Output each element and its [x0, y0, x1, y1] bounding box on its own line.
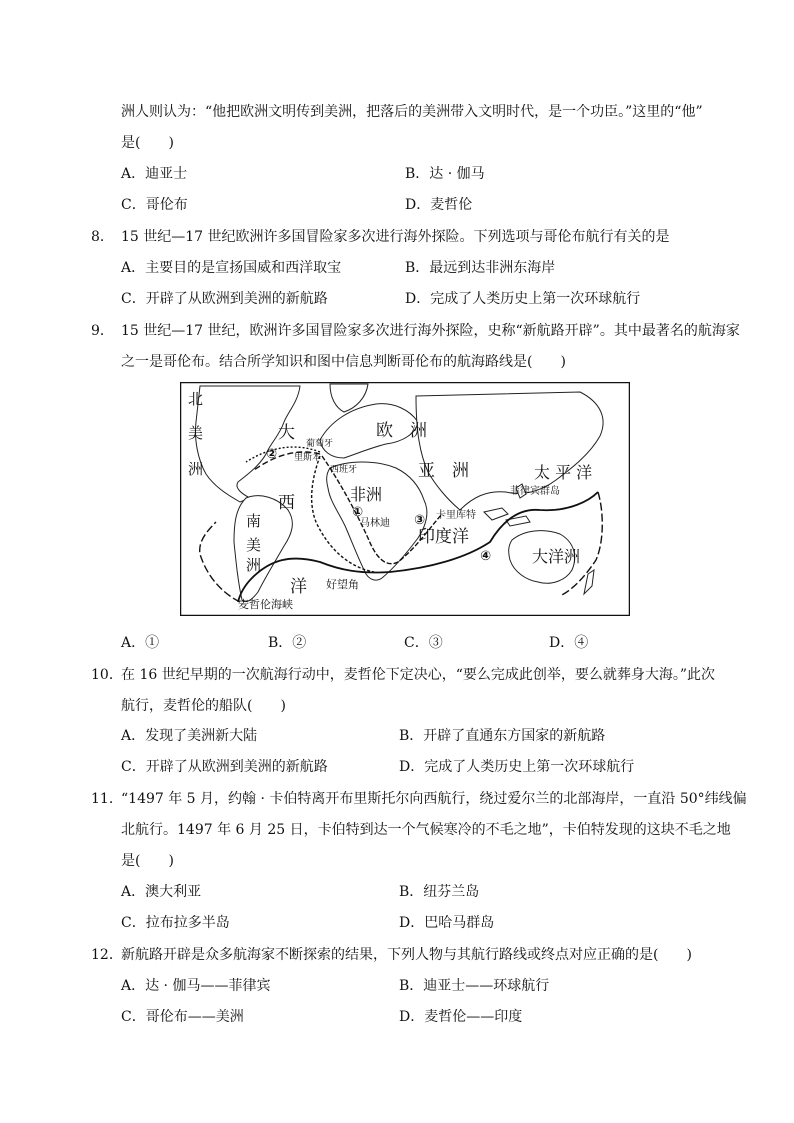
label-north-america-3: 洲 [188, 460, 204, 478]
label-philippines: 菲律宾群岛 [510, 486, 560, 497]
label-asia: 亚 洲 [418, 461, 469, 481]
q8-stem: 15 世纪—17 世纪欧洲许多国冒险家多次进行海外探险。下列选项与哥伦布航行有关的是 [121, 229, 670, 245]
label-magellan-strait: 麦哲伦海峡 [238, 598, 293, 611]
q7-option-a: A．迪亚士 [121, 166, 188, 182]
label-pacific: 太 平 洋 [534, 463, 593, 482]
label-malindi: 马林迪 [360, 518, 390, 529]
q7-option-b: B．达 · 伽马 [405, 166, 485, 182]
label-south-america-1: 南 [246, 512, 262, 530]
q8-option-d: D．完成了人类历史上第一次环球航行 [405, 291, 641, 307]
q9-option-b: B．② [268, 635, 307, 651]
label-atlantic-3: 洋 [290, 577, 307, 597]
q8-option-c: C．开辟了从欧洲到美洲的新航路 [121, 291, 328, 307]
label-atlantic-2: 西 [278, 493, 295, 513]
route-marker-4: ④ [480, 549, 492, 564]
q10-option-c: C．开辟了从欧洲到美洲的新航路 [121, 759, 328, 775]
label-cape-of-good-hope: 好望角 [326, 578, 359, 591]
q7-option-c: C．哥伦布 [121, 197, 188, 213]
q12-option-b: B．迪亚士——环球航行 [399, 978, 550, 994]
label-spain: 西班牙 [330, 465, 358, 475]
q7-stem-line2: 是( ) [121, 135, 174, 151]
q10-stem-line2: 航行，麦哲伦的船队( ) [121, 698, 286, 714]
label-south-america-2: 美 [246, 536, 262, 554]
q8-number: 8． [91, 229, 114, 245]
q11-stem-line3: 是( ) [121, 853, 174, 869]
label-europe: 欧 洲 [376, 421, 427, 441]
q9-stem-line1: 15 世纪—17 世纪，欧洲许多国冒险家多次进行海外探险，史称“新航路开辟”。其中最著名的航海家 [121, 323, 740, 339]
q11-stem-line1: “1497 年 5 月，约翰 · 卡伯特离开布里斯托尔向西航行，绕过爱尔兰的北部海岸，一直沿 50°纬线偏 [121, 791, 747, 807]
q9-option-c: C．③ [404, 635, 443, 651]
q10-option-a: A．发现了美洲新大陆 [121, 728, 258, 744]
q7-stem-line1: 洲人则认为：“他把欧洲文明传到美洲，把落后的美洲带入文明时代，是一个功臣。”这里的“他” [121, 104, 703, 120]
route-marker-3: ③ [414, 513, 426, 528]
q11-number: 11． [91, 791, 123, 807]
q8-option-a: A．主要目的是宣扬国威和西洋取宝 [121, 260, 342, 276]
q8-option-b: B．最远到达非洲东海岸 [405, 260, 556, 276]
q11-stem-line2: 北航行。1497 年 6 月 25 日，卡伯特到达一个气候寒冷的不毛之地”，卡伯特发现的这块不毛之地 [121, 822, 731, 838]
q9-option-a: A．① [121, 635, 160, 651]
q12-option-a: A．达 · 伽马——菲律宾 [121, 978, 271, 994]
q9-option-d: D．④ [549, 635, 589, 651]
q12-stem: 新航路开辟是众多航海家不断探索的结果，下列人物与其航行路线或终点对应正确的是( ) [121, 947, 692, 963]
label-indian-ocean: 印度洋 [418, 527, 469, 547]
q12-option-c: C．哥伦布——美洲 [121, 1009, 244, 1025]
route-marker-1: ① [352, 505, 364, 520]
q9-number: 9． [91, 323, 114, 339]
label-africa: 非洲 [350, 485, 383, 504]
route-marker-2: ② [266, 447, 278, 462]
label-lisbon: 里斯本 [294, 453, 322, 463]
q10-option-d: D．完成了人类历史上第一次环球航行 [399, 759, 635, 775]
label-portugal: 葡萄牙 [306, 439, 334, 449]
label-oceania: 大洋洲 [532, 547, 581, 566]
q11-option-d: D．巴哈马群岛 [399, 915, 495, 931]
q7-option-d: D．麦哲伦 [405, 197, 473, 213]
label-south-america-3: 洲 [246, 556, 262, 574]
q12-option-d: D．麦哲伦——印度 [399, 1009, 523, 1025]
q10-stem-line1: 在 16 世纪早期的一次航海行动中，麦哲伦下定决心，“要么完成此创举，要么就葬身大海。”此次 [121, 667, 716, 683]
q11-option-b: B．纽芬兰岛 [399, 884, 480, 900]
navigation-routes-map [180, 382, 630, 616]
label-calicut: 卡里库特 [436, 510, 476, 521]
q9-stem-line2: 之一是哥伦布。结合所学知识和图中信息判断哥伦布的航海路线是( ) [121, 354, 566, 370]
q11-option-a: A．澳大利亚 [121, 884, 202, 900]
label-north-america-2: 美 [188, 424, 204, 442]
q11-option-c: C．拉布拉多半岛 [121, 915, 230, 931]
q12-number: 12． [91, 947, 123, 963]
label-atlantic-1: 大 [278, 423, 295, 443]
q10-number: 10． [91, 667, 123, 683]
q10-option-b: B．开辟了直通东方国家的新航路 [399, 728, 606, 744]
label-north-america-1: 北 [188, 390, 204, 408]
